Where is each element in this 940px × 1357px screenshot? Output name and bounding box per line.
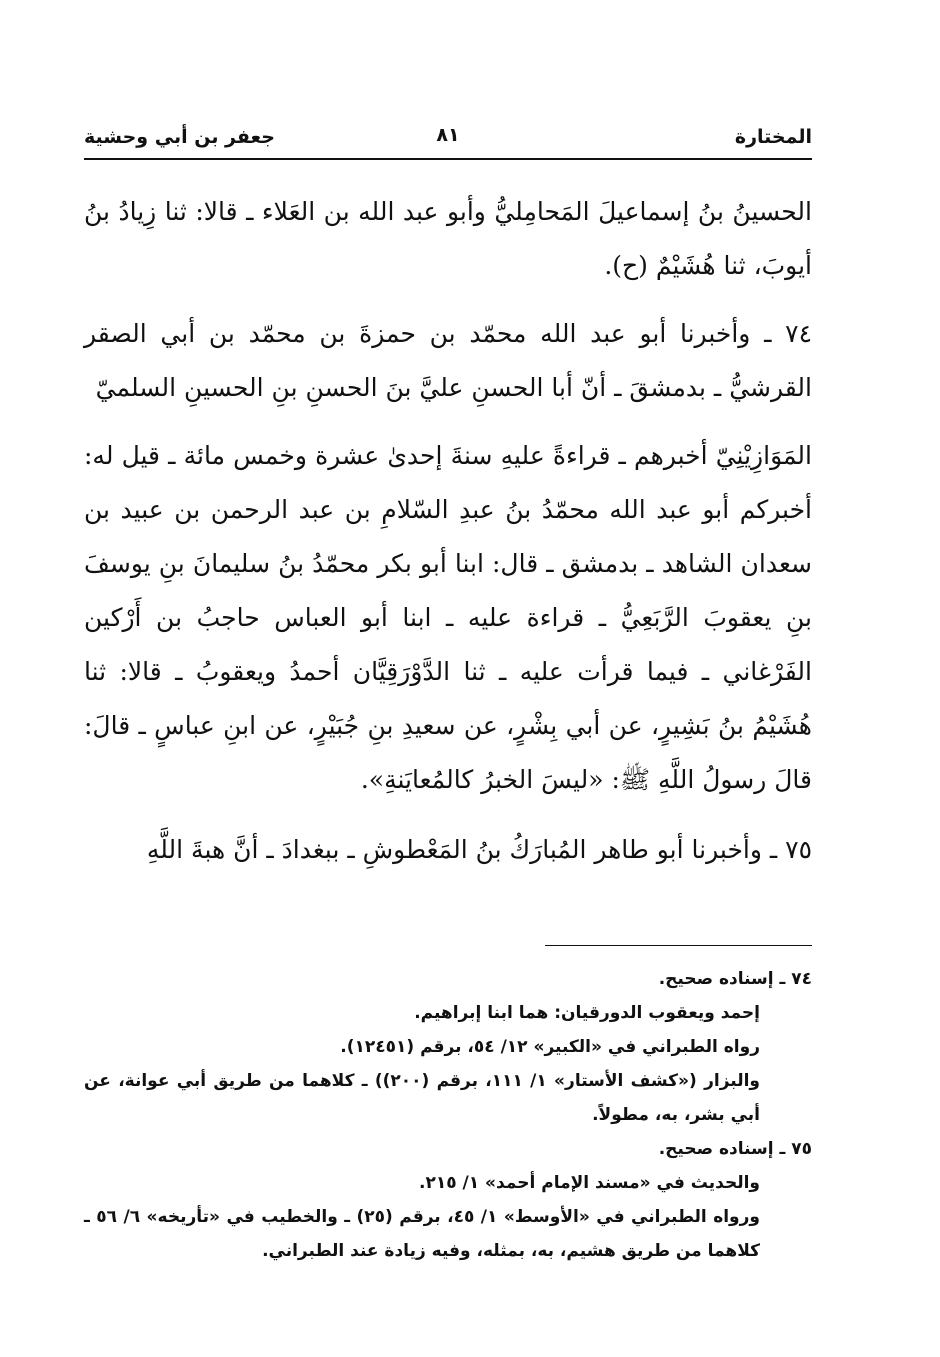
hadith-74-opening: ٧٤ ـ وأخبرنا أبو عبد الله محمّد بن حمزةَ بن محمّد بن أبي الصقر القرشيُّ ـ بدمشقَ ـ أنّ أبا الحسنِ عليَّ بنَ الحسنِ بنِ الحسينِ السلميّ bbox=[84, 319, 812, 402]
footnotes bbox=[84, 962, 812, 1268]
footnote-75-heading: ٧٥ ـ إسناده صحيح. bbox=[658, 1139, 812, 1159]
header-rule bbox=[84, 158, 812, 160]
footnote-separator bbox=[545, 945, 812, 946]
footnote-74-heading: ٧٤ ـ إسناده صحيح. bbox=[658, 969, 812, 989]
footnote-74-line: رواه الطبراني في «الكبير» ١٢/ ٥٤، برقم (١٢٤٥١). bbox=[340, 1037, 760, 1057]
footnote-74-line: إحمد ويعقوب الدورقيان: هما ابنا إبراهيم. bbox=[414, 1003, 760, 1023]
chapter-title: جعفر بن أبي وحشية bbox=[84, 126, 275, 148]
continuation-paragraph: الحسينُ بنُ إسماعيلَ المَحامِليُّ وأبو عبد الله بن العَلاء ـ قالا: ثنا زِيادُ بنُ أيوبَ، ثنا هُشَيْمٌ (ح). bbox=[84, 197, 812, 280]
book-title: المختارة bbox=[734, 126, 812, 148]
footnote-75-line: والحديث في «مسند الإمام أحمد» ١/ ٢١٥. bbox=[419, 1173, 760, 1193]
hadith-75-opening: ٧٥ ـ وأخبرنا أبو طاهر المُبارَكُ بنُ المَعْطوشِ ـ ببغدادَ ـ أنَّ هبةَ اللَّهِ bbox=[146, 835, 812, 864]
hadith-74-body: المَوَازِيْنِيّ أخبرهم ـ قراءةً عليهِ سنةَ إحدىٰ عشرة وخمس مائة ـ قيل له: أخبركم أبو عبد الله محمّدُ بنُ عبدِ السّلامِ بن عبد الرحمن بن عبيد بن سعدان الشاهد ـ بدمشق ـ قال: ابنا أبو بكر محمّدُ بنُ سليمانَ بنِ يوسفَ بنِ يعقوبَ الرَّبَعِيُّ ـ قراءة عليه ـ ابنا أبو العباس حاجبُ بن أَرْكين الفَرْغاني ـ فيما قرأت عليه ـ ثنا الدَّوْرَقِيَّان أحمدُ ويعقوبُ ـ قالا: ثنا هُشَيْمُ بنُ بَشِيرٍ، عن أبي بِشْرٍ، عن سعيدِ بنِ جُبَيْرٍ، عن ابنِ عباسٍ ـ قالَ: قالَ رسولُ اللَّهِ ﷺ: «ليسَ الخبرُ كالمُعايَنةِ». bbox=[84, 441, 812, 794]
main-text bbox=[84, 185, 812, 877]
footnote-74-line: والبزار («كشف الأستار» ١/ ١١١، برقم (٢٠٠)) ـ كلاهما من طريق أبي عوانة، عن أبي بشر، به، مطولاً. bbox=[84, 1071, 760, 1125]
footnote-75-line: ورواه الطبراني في «الأوسط» ١/ ٤٥، برقم (٢٥) ـ والخطيب في «تأريخه» ٦/ ٥٦ ـ كلاهما من طريق هشيم، به، بمثله، وفيه زيادة عند الطبراني. bbox=[84, 1207, 760, 1261]
page-header bbox=[84, 118, 812, 158]
page-number: ٨١ bbox=[436, 124, 460, 146]
